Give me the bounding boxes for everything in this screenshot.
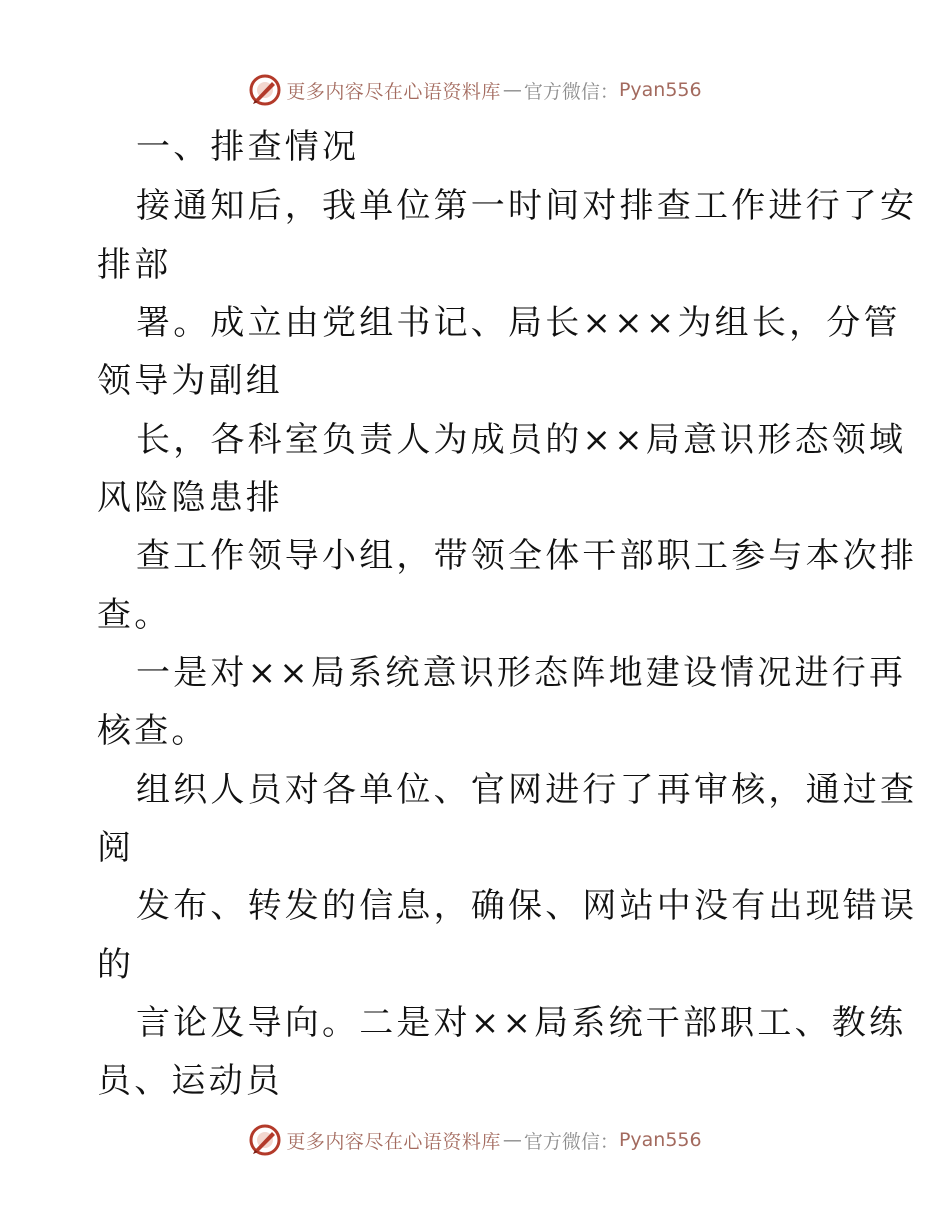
paragraph-line: 核查。	[97, 711, 209, 751]
watermark-official: 官方微信：	[523, 1130, 619, 1153]
paragraph-line: 员、运动员	[97, 1061, 283, 1101]
section-heading: 一、排查情况	[136, 127, 360, 167]
watermark-separator: —	[502, 79, 522, 101]
paragraph-line: 排部	[97, 245, 172, 285]
paragraph-line: 阅	[97, 828, 135, 868]
paragraph-line: 言论及导向。二是对××局系统干部职工、教练	[136, 1003, 907, 1043]
paragraph-line: 长，各科室负责人为成员的××局意识形态领域	[136, 420, 907, 460]
watermark-official: 官方微信：	[523, 80, 619, 103]
pen-circle-logo-icon	[248, 1123, 282, 1157]
paragraph-line: 组织人员对各单位、官网进行了再审核，通过查	[136, 770, 918, 810]
watermark-brand: 更多内容尽在心语资料库	[286, 80, 501, 103]
paragraph-line: 的	[97, 945, 135, 985]
paragraph-line: 署。成立由党组书记、局长×××为组长，分管	[136, 303, 901, 343]
watermark-account: Pyan556	[618, 1129, 702, 1151]
paragraph-line: 风险隐患排	[97, 478, 283, 518]
paragraph-line: 接通知后，我单位第一时间对排查工作进行了安	[136, 186, 918, 226]
watermark-separator: —	[502, 1129, 522, 1151]
watermark-brand: 更多内容尽在心语资料库	[286, 1130, 501, 1153]
footer-watermark	[0, 1120, 950, 1160]
paragraph-line: 发布、转发的信息，确保、网站中没有出现错误	[136, 886, 918, 926]
paragraph-line: 查工作领导小组，带领全体干部职工参与本次排	[136, 536, 918, 576]
watermark-account: Pyan556	[618, 79, 702, 101]
paragraph-line: 查。	[97, 595, 172, 635]
paragraph-line: 领导为副组	[97, 361, 283, 401]
paragraph-line: 一是对××局系统意识形态阵地建设情况进行再	[136, 653, 907, 693]
